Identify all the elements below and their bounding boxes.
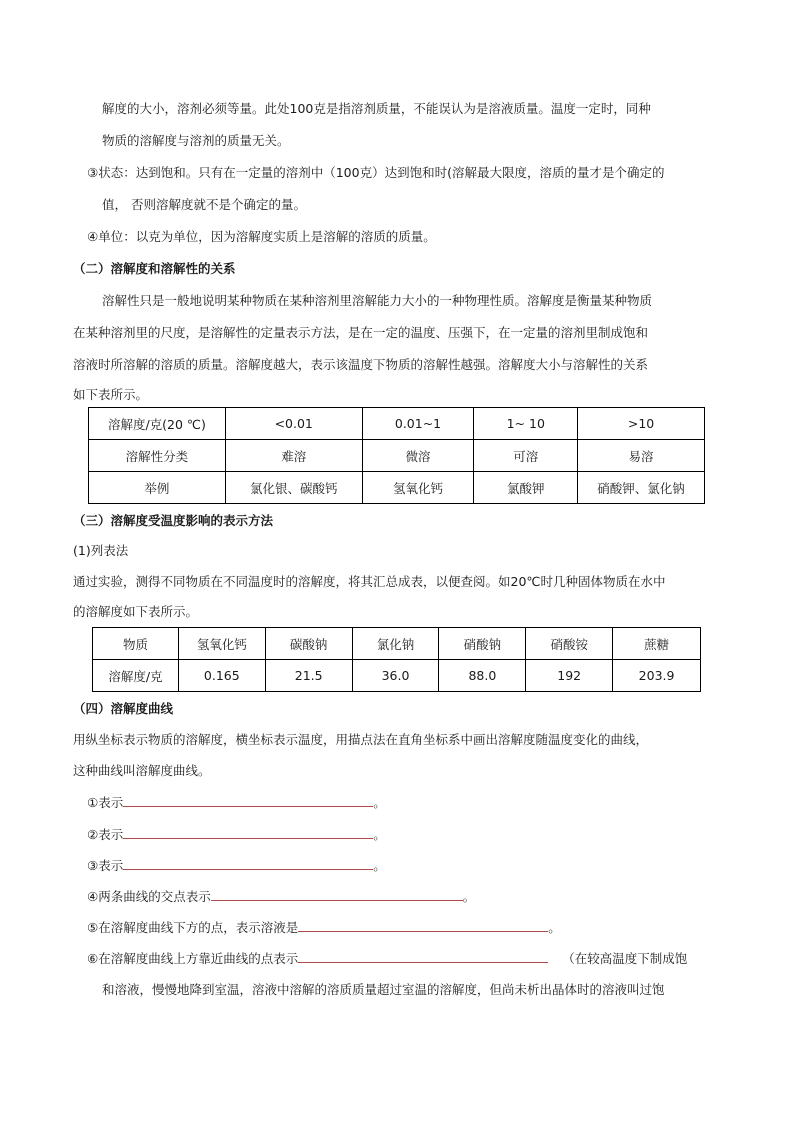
answer-blank[interactable] [123,856,373,870]
table-cell: 氯化银、碳酸钙 [225,472,362,504]
table-cell: 易溶 [578,440,705,472]
fill-blank-prefix: ⑤在溶解度曲线下方的点，表示溶液是 [87,920,299,935]
table-cell: 21.5 [265,660,352,692]
fill-blank-suffix: 。 [462,889,476,904]
fill-blank-item-5 [87,918,561,937]
answer-blank[interactable] [298,949,548,963]
table-cell: 微溶 [362,440,474,472]
table-row [89,472,705,504]
solubility-class-table [88,407,705,504]
fill-blank-suffix: 。 [373,827,386,842]
fill-blank-item-2 [87,825,386,844]
section2-paragraph-line-2: 在某种溶剂里的尺度，是溶解性的定量表示方法，是在一定的温度、压强下，在一定量的溶剂里制成饱和 [73,325,649,340]
table-cell: 溶解度/克 [93,660,179,692]
table-cell: 203.9 [613,660,701,692]
table-cell: 88.0 [439,660,526,692]
intro-line-1: 解度的大小，溶剂必须等量。此处100克是指溶剂质量，不能误认为是溶液质量。温度一定时，同种 [102,101,651,116]
table-cell: 硝酸钾、氯化钠 [578,472,705,504]
table-cell: 可溶 [474,440,578,472]
table-cell: >10 [578,408,705,440]
section-heading-2: （二）溶解度和溶解性的关系 [73,261,236,276]
intro-line-2: 物质的溶解度与溶剂的质量无关。 [102,133,290,148]
section4-paragraph-last: 和溶液，慢慢地降到室温，溶液中溶解的溶质质量超过室温的溶解度，但尚未析出晶体时的溶液叫过饱 [102,982,665,997]
section3-paragraph-line-2: 的溶解度如下表所示。 [73,604,199,619]
table-cell: 1~ 10 [474,408,578,440]
table-cell: 蔗糖 [613,628,701,660]
fill-blank-item-3 [87,856,386,875]
section4-paragraph-line-2: 这种曲线叫溶解度曲线。 [73,763,211,778]
table-cell: 氯酸钾 [474,472,578,504]
section2-paragraph-line-1: 溶解性只是一般地说明某种物质在某种溶剂里溶解能力大小的一种物理性质。溶解度是衡量某种物质 [102,293,653,308]
fill-blank-suffix: 。 [373,858,386,873]
section4-paragraph-line-1: 用纵坐标表示物质的溶解度，横坐标表示温度，用描点法在直角坐标系中画出溶解度随温度变化的曲线， [73,732,649,747]
table-cell: 氢氧化钙 [178,628,265,660]
section-heading-4: （四）溶解度曲线 [73,701,174,716]
fill-blank-item-6 [87,949,687,968]
section3-subheading: (1)列表法 [73,543,129,558]
section3-paragraph-line-1: 通过实验，测得不同物质在不同温度时的溶解度，将其汇总成表，以便查阅。如20℃时几种固体物质在水中 [73,574,666,589]
fill-blank-prefix: ③表示 [87,858,124,873]
fill-blank-prefix: ②表示 [87,827,124,842]
answer-blank[interactable] [123,793,373,807]
table-cell: 36.0 [352,660,439,692]
fill-blank-suffix: 。 [548,920,561,935]
table-cell: 氢氧化钙 [362,472,474,504]
intro-unit-line: ④单位：以克为单位，因为溶解度实质上是溶解的溶质的质量。 [87,229,436,244]
table-cell: 氯化钠 [352,628,439,660]
table-cell: 溶解度/克(20 ℃) [89,408,226,440]
table-cell: 0.165 [178,660,265,692]
fill-blank-prefix: ①表示 [87,795,124,810]
table-cell: 溶解性分类 [89,440,226,472]
intro-state-line: ③状态：达到饱和。只有在一定量的溶剂中（100克）达到饱和时(溶解最大限度，溶质的量才是个确定的 [87,165,665,180]
table-row [89,440,705,472]
table-row [93,660,701,692]
fill-blank-prefix: ④两条曲线的交点表示 [87,889,211,904]
section-heading-3: （三）溶解度受温度影响的表示方法 [73,513,274,528]
table-cell: 物质 [93,628,179,660]
table-cell: 举例 [89,472,226,504]
table-cell: 碳酸钠 [265,628,352,660]
table-cell: 难溶 [225,440,362,472]
table-row [93,628,701,660]
table-cell: 0.01~1 [362,408,474,440]
answer-blank[interactable] [298,918,548,932]
answer-blank[interactable] [211,887,463,901]
section2-paragraph-line-4: 如下表所示。 [73,387,149,402]
table-cell: 192 [526,660,613,692]
section2-paragraph-line-3: 溶液时所溶解的溶质的质量。溶解度越大，表示该温度下物质的溶解性越强。溶解度大小与溶解性的关系 [73,357,649,372]
fill-blank-prefix: ⑥在溶解度曲线上方靠近曲线的点表示 [87,951,299,966]
fill-blank-item-1 [87,793,386,812]
intro-line-4: 值， 否则溶解度就不是个确定的量。 [102,197,306,212]
fill-blank-suffix: 。 [373,795,386,810]
answer-blank[interactable] [123,825,373,839]
fill-blank-item-4 [87,887,475,906]
table-cell: <0.01 [225,408,362,440]
substance-solubility-table [92,627,701,692]
table-cell: 硝酸铵 [526,628,613,660]
fill-blank-suffix: （在较高温度下制成饱 [562,951,688,966]
table-cell: 硝酸钠 [439,628,526,660]
table-row [89,408,705,440]
